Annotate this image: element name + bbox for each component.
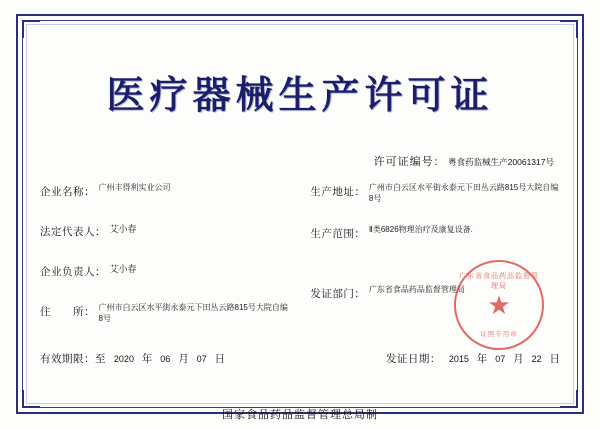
field-colon: ： [354,186,365,198]
fields-container [40,183,560,345]
certificate-number-label: 许可证编号 [373,156,434,168]
issue-month-unit: 月 [513,352,524,365]
field-enterprise-manager [40,263,290,283]
validity-year-value: 2020 [113,353,134,364]
field-colon: ： [84,306,95,318]
field-label-address: 住 所 [40,306,84,318]
validity-month-value: 06 [160,353,171,364]
field-value-company-name: 广州丰得利实业公司 [98,183,171,192]
field-value-legal-representative: 艾小春 [109,224,137,234]
issue-month-value: 07 [495,353,506,364]
field-colon: ： [95,266,106,278]
certificate-content [40,34,560,394]
issue-day-unit: 日 [549,352,560,365]
dates-row [40,351,560,366]
validity-year-unit: 年 [141,352,153,365]
certificate-number-value: 粤食药监械生产20061317号 [448,157,554,167]
corner-ornament-top-right [560,20,578,38]
issue-date-label: 发证日期： [385,352,441,365]
field-production-address [310,183,560,205]
field-label-production-address: 生产地址 [310,186,355,198]
certificate-number: 许可证编号： 粤食药监械生产20061317号 [373,156,554,168]
seal-top-text: 广东省食品药品监督管理局 [459,273,539,290]
field-company-name [40,183,290,203]
field-label-issuing-authority: 发证部门 [310,287,355,300]
field-production-scope [310,225,560,245]
issue-day-value: 22 [531,353,542,364]
field-colon: ： [95,226,106,238]
field-label-production-scope: 生产范围 [310,227,355,240]
validity-month-unit: 月 [178,352,189,365]
field-label-legal-representative: 法定代表人 [40,226,95,238]
issuing-footer: 国家食品药品监督管理总局制 [222,409,378,421]
certificate-title: 医疗器械生产许可证 [106,72,494,117]
field-value-issuing-authority: 广东省食品药品监督管理局 [368,284,465,294]
fields-column-right [310,183,560,345]
issue-year-unit: 年 [476,352,488,365]
field-legal-representative [40,223,290,243]
field-colon: ： [354,227,365,240]
issue-date [386,351,560,366]
field-colon: ： [84,186,95,198]
field-value-address: 广州市白云区水平街永泰元下田丛云路815号大院自编8号 [98,303,288,323]
seal-bottom-text: 证照专用章 [480,331,518,338]
corner-ornament-top-left [22,20,40,38]
field-label-company-name: 企业名称 [40,186,84,198]
validity-day-unit: 日 [214,352,226,365]
field-issuing-authority [310,285,560,305]
field-value-production-address: 广州市白云区水平街永泰元下田丛云路815号大院自编8号 [368,183,559,203]
validity-date [40,351,225,366]
field-label-enterprise-manager: 企业负责人 [40,266,95,278]
validity-day-value: 07 [196,353,207,364]
seal-star-icon: ★ [487,290,511,320]
validity-date-label: 有效期限：至 [40,352,106,365]
field-value-production-scope: Ⅱ类6826物理治疗及康复设备. [368,224,473,234]
issue-year-value: 2015 [448,353,469,364]
field-colon: ： [354,287,365,300]
field-address [40,303,290,325]
fields-column-left [40,183,290,345]
field-value-enterprise-manager: 艾小春 [109,264,137,274]
